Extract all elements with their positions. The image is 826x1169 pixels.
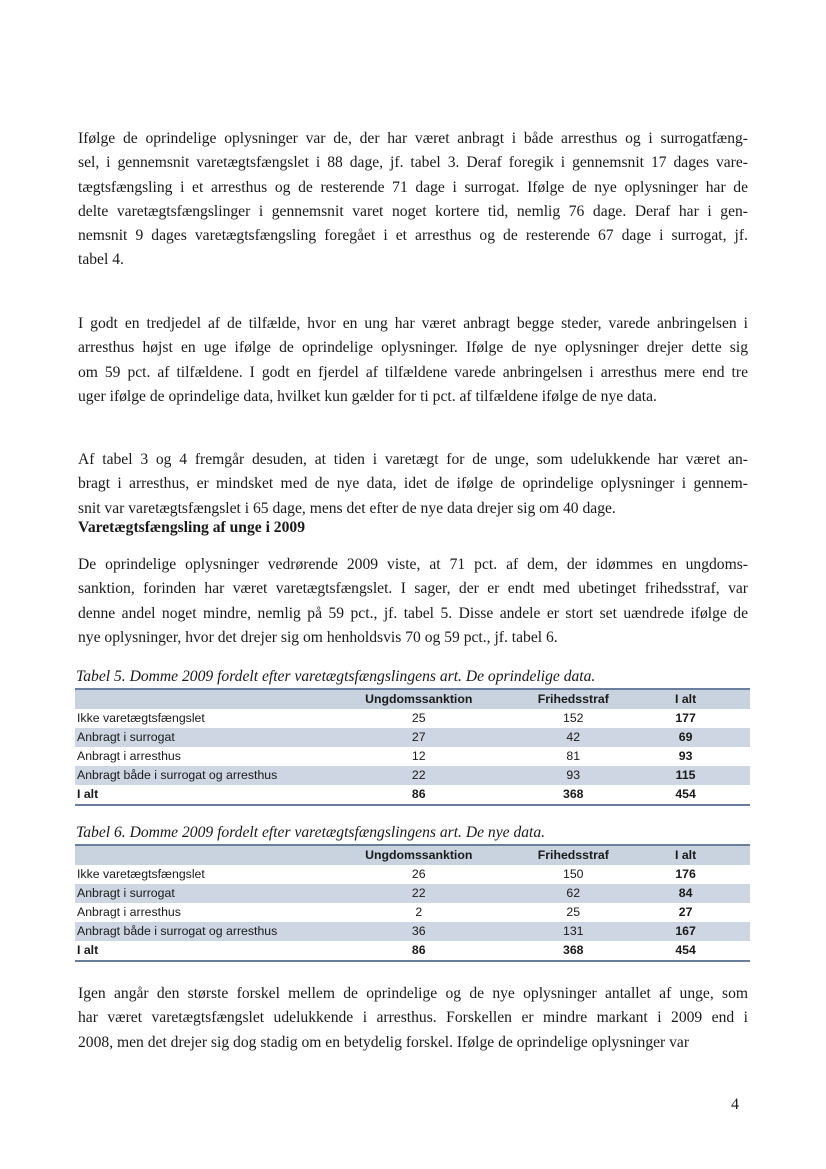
text-line: Af tabel 3 og 4 fremgår desuden, at tiden i varetægt for de unge, som udelukkende har været an-: [78, 451, 748, 468]
text-line: I godt en tredjedel af de tilfælde, hvor en ung har været anbragt begge steder, varede anbringelsen i: [78, 315, 748, 332]
cell-value: 69: [678, 730, 693, 744]
table-row: [75, 766, 750, 785]
row-label: [75, 690, 312, 709]
cell-value: 176: [675, 867, 696, 881]
text-line: bragt i arresthus, er mindsket med de nye data, idet de ifølge de oprindelige oplysninger i gennem-: [78, 475, 748, 493]
paragraph-1: [78, 127, 748, 273]
cell-value: Frihedsstraf: [537, 848, 609, 862]
text-line: sanktion, forinden har været varetægtsfængslet. I sager, der er endt med ubetinget frihedsstraf, var: [78, 580, 748, 598]
table-row: [75, 709, 750, 728]
cell-value: 26: [411, 867, 426, 881]
text-line: sel, i gennemsnit varetægtsfængslet i 88 dage, jf. tabel 3. Deraf foregik i gennemsnit 17 dages vare-: [78, 154, 748, 172]
table-5-caption: Tabel 5. Domme 2009 fordelt efter varetægtsfængslingens art. De oprindelige data.: [76, 668, 596, 685]
cell-value: I alt: [674, 692, 697, 706]
cell-value: I alt: [674, 848, 697, 862]
text-line: denne andel noget mindre, nemlig på 59 pct., jf. tabel 5. Disse andele er stort set uændrede ifølge de: [78, 604, 748, 622]
table-header-row: [75, 688, 750, 709]
row-label: Anbragt i surrogat: [77, 730, 175, 744]
cell-value: Ungdomssanktion: [365, 848, 473, 862]
row-label: Ikke varetægtsfængslet: [77, 711, 205, 725]
row-label: Anbragt både i surrogat og arresthus: [77, 768, 278, 782]
cell-value: 115: [675, 768, 696, 782]
row-label: I alt: [77, 787, 99, 801]
table-row: [75, 865, 750, 884]
cell-value: 25: [566, 905, 581, 919]
table-row: [75, 903, 750, 922]
text-line: om 59 pct. af tilfældene. I godt en fjerdel af tilfældene varede anbringelsen i arresthus mere end tre: [78, 363, 748, 381]
text-line: uger ifølge de oprindelige data, hvilket kun gælder for ti pct. af tilfældene ifølge de nye data.: [78, 387, 657, 405]
cell-value: 2: [415, 905, 423, 919]
cell-value: 62: [566, 886, 581, 900]
cell-value: 152: [563, 711, 584, 725]
text-line: delte varetægtsfængslinger i gennemsnit varet noget kortere tid, nemlig 76 dage. Deraf har i gen-: [78, 202, 748, 220]
paragraph-3: [78, 448, 748, 521]
text-line: Ifølge de oprindelige oplysninger var de, der har været anbragt i både arresthus og i surrogatfæng-: [78, 130, 748, 147]
section-heading: Varetægtsfængsling af unge i 2009: [78, 519, 305, 536]
row-label: [75, 846, 312, 865]
table-6-caption: Tabel 6. Domme 2009 fordelt efter varetægtsfængslingens art. De nye data.: [76, 824, 546, 841]
paragraph-4: [78, 553, 748, 650]
text-line: har været varetægtsfængslet udelukkende i arresthus. Forskellen er mindre markant i 2009 end i: [78, 1009, 748, 1027]
row-label: Ikke varetægtsfængslet: [77, 867, 205, 881]
cell-value: 150: [563, 867, 584, 881]
cell-value: 22: [411, 768, 426, 782]
cell-value: 368: [563, 943, 584, 957]
cell-value: 25: [411, 711, 426, 725]
cell-value: 177: [675, 711, 696, 725]
paragraph-5: [78, 982, 748, 1055]
table-5: [75, 688, 750, 806]
cell-value: 42: [566, 730, 581, 744]
table-row: [75, 747, 750, 766]
text-line: nye oplysninger, hvor det drejer sig om henholdsvis 70 og 59 pct., jf. tabel 6.: [78, 628, 558, 646]
text-line: 2008, men det drejer sig dog stadig om en betydelig forskel. Ifølge de oprindelige oplysninger var: [78, 1033, 690, 1051]
cell-value: 368: [563, 787, 584, 801]
table-row: [75, 884, 750, 903]
text-line: De oprindelige oplysninger vedrørende 2009 viste, at 71 pct. af dem, der idømmes en ungdoms-: [78, 556, 748, 573]
text-line: snit var varetægtsfængslet i 65 dage, mens det efter de nye data drejer sig om 40 dage.: [78, 499, 616, 517]
cell-value: 81: [566, 749, 581, 763]
cell-value: 454: [675, 787, 696, 801]
cell-value: 84: [678, 886, 693, 900]
cell-value: 454: [675, 943, 696, 957]
cell-value: 27: [678, 905, 693, 919]
cell-value: Ungdomssanktion: [365, 692, 473, 706]
row-label: Anbragt i arresthus: [77, 749, 181, 763]
table-total-row: [75, 785, 750, 804]
cell-value: 131: [563, 924, 584, 938]
cell-value: 167: [675, 924, 696, 938]
row-label: Anbragt i surrogat: [77, 886, 175, 900]
text-line: arresthus højst en uge ifølge de oprindelige oplysninger. Ifølge de nye oplysninger drejer dette sig: [78, 339, 748, 357]
table-6: [75, 844, 750, 962]
row-label: Anbragt i arresthus: [77, 905, 181, 919]
cell-value: 12: [411, 749, 426, 763]
paragraph-2: [78, 312, 748, 409]
row-label: Anbragt både i surrogat og arresthus: [77, 924, 278, 938]
text-line: tægtsfængsling i et arresthus og de resterende 71 dage i surrogat. Ifølge de nye oplysninger har de: [78, 178, 748, 196]
page-number: 4: [731, 1096, 739, 1113]
cell-value: 27: [411, 730, 426, 744]
cell-value: 22: [411, 886, 426, 900]
table-row: [75, 922, 750, 941]
cell-value: 36: [411, 924, 426, 938]
cell-value: 93: [678, 749, 693, 763]
table-total-row: [75, 941, 750, 960]
table-row: [75, 728, 750, 747]
cell-value: 86: [411, 943, 426, 957]
text-line: tabel 4.: [78, 251, 124, 269]
table-header-row: [75, 844, 750, 865]
text-line: Igen angår den største forskel mellem de oprindelige og de nye oplysninger antallet af unge, som: [78, 985, 748, 1002]
row-label: I alt: [77, 943, 99, 957]
cell-value: Frihedsstraf: [537, 692, 609, 706]
cell-value: 93: [566, 768, 581, 782]
text-line: nemsnit 9 dages varetægtsfængsling foregået i et arresthus og de resterende 67 dage i surrogat, jf.: [78, 227, 748, 245]
cell-value: 86: [411, 787, 426, 801]
